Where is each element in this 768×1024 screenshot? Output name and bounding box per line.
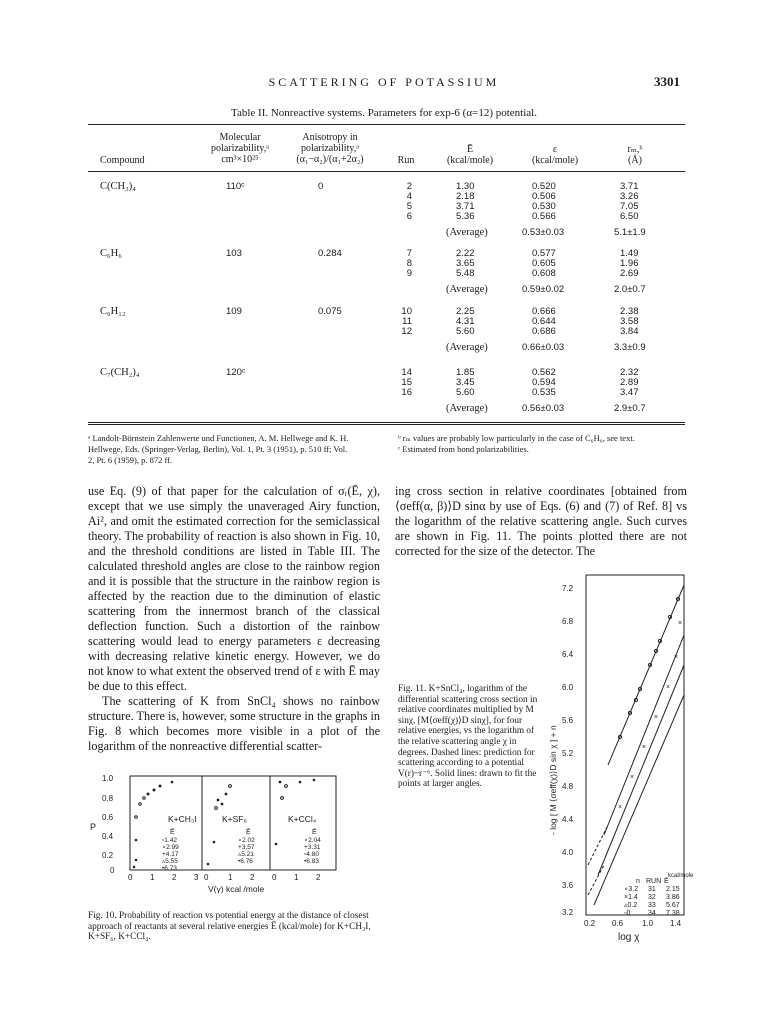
- table-cell-ebar: 2.22: [456, 248, 475, 259]
- left-column-text: [88, 484, 380, 754]
- fig11-x-tick: 0.6: [612, 919, 624, 928]
- table-cell-epsilon: 0.566: [532, 211, 556, 222]
- table-cell-compound: C(CH₃)₄: [100, 181, 136, 192]
- table-cell-epsilon: 0.562: [532, 367, 556, 378]
- fig11-y-axis-label: - log [ M ⟨σeff(χ)⟩D sin χ ] + n: [548, 725, 558, 835]
- table-cell-run: 10: [401, 306, 412, 317]
- table-cell-run: 7: [406, 248, 412, 259]
- table-cell-epsilon: 0.608: [532, 268, 556, 279]
- svg-text:×: ×: [678, 620, 683, 627]
- table-cell-rm: 2.32: [620, 367, 639, 378]
- table-cell-epsilon: 0.535: [532, 387, 556, 398]
- legend-header: kcal/mole: [668, 873, 694, 879]
- table-cell-polarizability: 103: [226, 248, 242, 259]
- fig11-y-tick: 7.2: [562, 584, 574, 593]
- table-cell-rm: 2.38: [620, 306, 639, 317]
- fig11-fit-lines: [588, 585, 684, 905]
- table-cell-rm: 1.49: [620, 248, 639, 259]
- fig10-y-tick: 0: [110, 866, 115, 875]
- col-header-polarizability: Molecular polarizability,ᵃ cm³×10²⁵: [211, 132, 269, 165]
- table-cell-anisotropy: 0.284: [318, 248, 342, 259]
- fig10-y-tick: 1.0: [102, 774, 114, 783]
- svg-text:×: ×: [654, 714, 659, 721]
- fig10-x-tick: 0: [204, 873, 209, 882]
- figure-11: [548, 565, 694, 945]
- table-cell-rm: 3.26: [620, 191, 639, 202]
- table-cell-average-rm: 2.9±0.7: [614, 403, 646, 414]
- table-cell-rm: 2.89: [620, 377, 639, 388]
- fig10-x-tick: 1: [150, 873, 155, 882]
- fig11-x-points: [618, 620, 682, 811]
- fig10-y-tick: 0.4: [102, 832, 114, 841]
- table-cell-epsilon: 0.520: [532, 181, 556, 192]
- table-cell-average-label: (Average): [446, 403, 488, 414]
- fig10-y-ticks: [102, 774, 115, 875]
- fig11-y-tick: 4.8: [562, 782, 574, 791]
- legend-entry: ∘2.04: [304, 837, 321, 844]
- table-cell-epsilon: 0.530: [532, 201, 556, 212]
- fig10-y-axis-label: P: [90, 822, 97, 832]
- legend-e: 2.15: [666, 886, 680, 893]
- table-cell-ebar: 4.31: [456, 316, 475, 327]
- legend-entry: ▫1.42: [162, 837, 177, 844]
- fig10-caption: Fig. 10. Probability of reaction vs potential energy at the distance of closest approach of reactants at several relative energies Ē (kcal/mole) for K+CH₃I, K+SF₆, K+CCl₄.: [88, 911, 371, 943]
- col-header-ebar: Ē (kcal/mole): [446, 144, 494, 166]
- legend-entry: •6.73: [162, 865, 177, 872]
- table-cell-ebar: 5.48: [456, 268, 475, 279]
- legend-run: 31: [648, 886, 656, 893]
- table-cell-run: 4: [406, 191, 412, 202]
- table-cell-run: 12: [401, 326, 412, 337]
- table-cell-run: 15: [401, 377, 412, 388]
- fig10-ebar-header: Ē: [170, 829, 175, 836]
- svg-text:×: ×: [666, 684, 671, 691]
- col-header-rm: rₘ,ᵇ (Å): [627, 144, 643, 166]
- table-bottom-rule: [88, 422, 685, 425]
- footnote-c: ᶜ Estimated from bond polarizabilities.: [398, 444, 529, 454]
- table-cell-run: 6: [406, 211, 412, 222]
- fig10-x-tick: 2: [316, 873, 321, 882]
- fig10-x-tick: 0: [272, 873, 277, 882]
- table-cell-rm: 1.96: [620, 258, 639, 269]
- table-cell-epsilon: 0.686: [532, 326, 556, 337]
- col-header-epsilon: ε (kcal/mole): [531, 144, 579, 166]
- table-cell-rm: 6.50: [620, 211, 639, 222]
- table-cell-compound: C₆H₆: [100, 248, 122, 259]
- svg-text:×: ×: [642, 744, 647, 751]
- svg-text:×: ×: [674, 654, 679, 661]
- fig10-y-tick: 0.2: [102, 851, 114, 860]
- fig10-legend-ccl4: [304, 837, 321, 865]
- table-cell-average-rm: 2.0±0.7: [614, 284, 646, 295]
- table-cell-ebar: 5.60: [456, 326, 475, 337]
- legend-header: RUN: [646, 878, 662, 885]
- fig11-y-tick: 5.6: [562, 716, 574, 725]
- legend-e: 7.38: [666, 910, 680, 917]
- fig11-y-tick: 5.2: [562, 749, 574, 758]
- legend-header: n: [636, 878, 640, 885]
- table-cell-run: 11: [402, 316, 412, 327]
- fig10-x-axis-label: V(γ) kcal /mole: [208, 884, 265, 894]
- legend-entry: ▵5.55: [162, 858, 178, 865]
- table-cell-average-epsilon: 0.66±0.03: [522, 342, 565, 353]
- table-top-rule: [88, 124, 685, 125]
- footnote-a: ᵃ Landolt-Börnstein Zahlenwerte und Functionen, A. M. Hellwege and K. H. Hellwege, Eds. (Springer-Verlag, Berlin), Vol. 1, Pt. 3 (1951), p. 510 ff; Vol. 2, Pt. 6 (1959), p. 872 ff.: [88, 433, 349, 465]
- fig10-ebar-header: Ē: [312, 829, 317, 836]
- legend-entry: ▵5.21: [238, 851, 254, 858]
- fig11-y-tick: 6.0: [562, 683, 574, 692]
- table-cell-run: 2: [406, 181, 412, 192]
- table-cell-ebar: 2.25: [456, 306, 475, 317]
- legend-entry: +3.57: [238, 844, 255, 851]
- table-cell-ebar: 1.30: [456, 181, 475, 192]
- fig10-panel-title: K+CH₃I: [168, 814, 197, 824]
- fig10-x-tick: 1: [228, 873, 233, 882]
- table-cell-average-rm: 3.3±0.9: [614, 342, 646, 353]
- table-cell-compound: C₆H₁₂: [100, 306, 126, 317]
- paragraph: ing cross section in relative coordinates [obtained from ⟨σeff(α, β)⟩D sinα by use of Eqs. (6) and (7) of Ref. 8] vs the logarithm of the relative scattering angle. Such curves are shown in Fig. 11. The points plotted there are not corrected for the size of the detector. The: [395, 484, 687, 558]
- legend-run: 32: [648, 894, 656, 901]
- table-cell-run: 14: [401, 367, 412, 378]
- table-cell-epsilon: 0.506: [532, 191, 556, 202]
- fig10-x-tick: 1: [294, 873, 299, 882]
- table-cell-ebar: 2.18: [456, 191, 475, 202]
- fig10-panel-title: K+SF₆: [222, 814, 247, 824]
- legend-e: 5.67: [666, 902, 680, 909]
- fig10-ebar-header: Ē: [246, 829, 251, 836]
- fig11-x-tick: 1.4: [670, 919, 682, 928]
- table-cell-polarizability: 110ᶜ: [226, 181, 245, 192]
- fig10-x-tick: 2: [250, 873, 255, 882]
- legend-n: ∘3.2: [624, 886, 639, 893]
- table-cell-ebar: 5.60: [456, 387, 475, 398]
- table-cell-average-label: (Average): [446, 342, 488, 353]
- col-header-run: Run: [397, 155, 415, 166]
- legend-header: Ē: [664, 878, 669, 885]
- table-cell-average-label: (Average): [446, 227, 488, 238]
- table-caption: Table II. Nonreactive systems. Parameters for exp-6 (α=12) potential.: [231, 107, 537, 119]
- col-header-compound: Compound: [100, 155, 145, 166]
- table-cell-rm: 3.58: [620, 316, 639, 327]
- fig11-x-tick: 1.0: [642, 919, 654, 928]
- legend-n: ×1.4: [624, 894, 638, 901]
- table-cell-epsilon: 0.644: [532, 316, 556, 327]
- table-cell-epsilon: 0.594: [532, 377, 556, 388]
- table-cell-polarizability: 120ᶜ: [226, 367, 246, 378]
- legend-entry: •6.76: [238, 858, 253, 865]
- table-cell-rm: 2.69: [620, 268, 639, 279]
- footnote-b: ᵇ rₘ values are probably low particularly in the case of C₆H₆, see text.: [398, 433, 635, 443]
- fig11-x-tick: 0.2: [584, 919, 596, 928]
- fig10-x-tick: 3: [194, 873, 199, 882]
- table-cell-run: 9: [406, 268, 412, 279]
- fig11-x-axis-label: log χ: [618, 932, 640, 943]
- fig11-caption: Fig. 11. K+SnCl₄, logarithm of the differential scattering cross section in relative coordinates multiplied by M sinχ, [M⟨σeff(χ)⟩D sinχ], for four relative energies, vs the logarithm of the relative scattering angle χ in degrees. Dashed lines: prediction for scattering according to a potential V(r)~r⁻⁶. Solid lines: drawn to fit the points at larger angles.: [398, 684, 538, 790]
- table-cell-epsilon: 0.605: [532, 258, 556, 269]
- legend-n: ▫0: [624, 910, 631, 917]
- table-cell-run: 8: [406, 258, 412, 269]
- table-cell-ebar: 5.36: [456, 211, 475, 222]
- svg-text:×: ×: [630, 774, 635, 781]
- table-cell-average-rm: 5.1±1.9: [614, 227, 646, 238]
- table-cell-anisotropy: 0: [318, 181, 324, 192]
- table-cell-epsilon: 0.666: [532, 306, 556, 317]
- table-cell-ebar: 3.71: [456, 201, 475, 212]
- svg-text:×: ×: [618, 804, 623, 811]
- table-cell-ebar: 3.45: [456, 377, 475, 388]
- paragraph: use Eq. (9) of that paper for the calculation of σᵣ(Ē, χ), except that we use simply the unaveraged Airy function, Ai², and omit the estimated correction for the semiclassical theory. The probability of reaction is also shown in Fig. 10, and the threshold conditions are listed in Table III. The calculated threshold angles are close to the rainbow region and it is possible that the structure in the rainbow region is affected by the reaction due to the diminution of elastic scattering from the innermost branch of the classical deflection function. Such a distortion of the rainbow scattering would lead to energy parameters ε decreasing with decreasing relative kinetic energy. However, we do not know to what extent the observed trend of ε with Ē may be due to this effect.: [88, 484, 380, 693]
- table-cell-ebar: 3.65: [456, 258, 475, 269]
- table-cell-average-epsilon: 0.53±0.03: [522, 227, 565, 238]
- legend-e: 3.86: [666, 894, 680, 901]
- paragraph: The scattering of K from SnCl₄ shows no rainbow structure. There is, however, some structure in the graphs in Fig. 8 which becomes more visible in a plot of the logarithm of the nonreactive differential scatter-: [88, 694, 380, 753]
- fig10-x-tick: 2: [172, 873, 177, 882]
- fig11-y-tick: 3.2: [562, 908, 574, 917]
- fig11-y-tick: 4.0: [562, 848, 574, 857]
- legend-entry: ∘2.02: [238, 837, 255, 844]
- fig11-y-tick: 6.8: [562, 617, 574, 626]
- legend-entry: +4.17: [162, 851, 179, 858]
- figure-10: [88, 772, 378, 900]
- table-header-rule: [88, 171, 685, 172]
- table-cell-average-label: (Average): [446, 284, 488, 295]
- table-cell-ebar: 1.85: [456, 367, 475, 378]
- legend-entry: ∘2.99: [162, 844, 179, 851]
- fig11-y-tick: 6.4: [562, 650, 574, 659]
- table-cell-rm: 3.71: [620, 181, 639, 192]
- fig11-y-ticks: [562, 584, 574, 917]
- fig11-y-tick: 3.6: [562, 881, 574, 890]
- fig10-y-tick: 0.6: [102, 813, 114, 822]
- legend-entry: •6.83: [304, 858, 319, 865]
- fig10-x-tick: 0: [128, 873, 133, 882]
- table-cell-rm: 3.84: [620, 326, 639, 337]
- page-number: 3301: [654, 74, 680, 89]
- table-cell-average-epsilon: 0.56±0.03: [522, 403, 565, 414]
- legend-run: 33: [648, 902, 656, 909]
- table-cell-run: 5: [406, 201, 412, 212]
- legend-run: 34: [648, 910, 656, 917]
- fig11-frame: [586, 575, 684, 915]
- table-cell-epsilon: 0.577: [532, 248, 556, 259]
- table-cell-anisotropy: 0.075: [318, 306, 342, 317]
- col-header-anisotropy: Anisotropy in polarizability,ᵃ (α₁−α₂)/(α₁+2α₂): [296, 132, 364, 165]
- legend-n: ▵0.2: [624, 902, 638, 909]
- table-cell-rm: 3.47: [620, 387, 639, 398]
- table-cell-polarizability: 109: [226, 306, 242, 317]
- right-column-text: [395, 484, 687, 559]
- table-cell-average-epsilon: 0.59±0.02: [522, 284, 565, 295]
- legend-entry: +3.31: [304, 844, 321, 851]
- fig10-legend-ch3i: [162, 837, 179, 872]
- fig11-y-tick: 4.4: [562, 815, 574, 824]
- fig10-legend-sf6: [238, 837, 255, 865]
- table-cell-compound: C₇(CH₂)₄: [100, 367, 140, 378]
- table-cell-rm: 7.05: [620, 201, 639, 212]
- legend-entry: ▫4.80: [304, 851, 319, 858]
- fig10-panel-title: K+CCl₄: [288, 814, 317, 824]
- table-cell-run: 16: [401, 387, 412, 398]
- running-header-title: SCATTERING OF POTASSIUM: [268, 75, 500, 89]
- fig10-y-tick: 0.8: [102, 794, 114, 803]
